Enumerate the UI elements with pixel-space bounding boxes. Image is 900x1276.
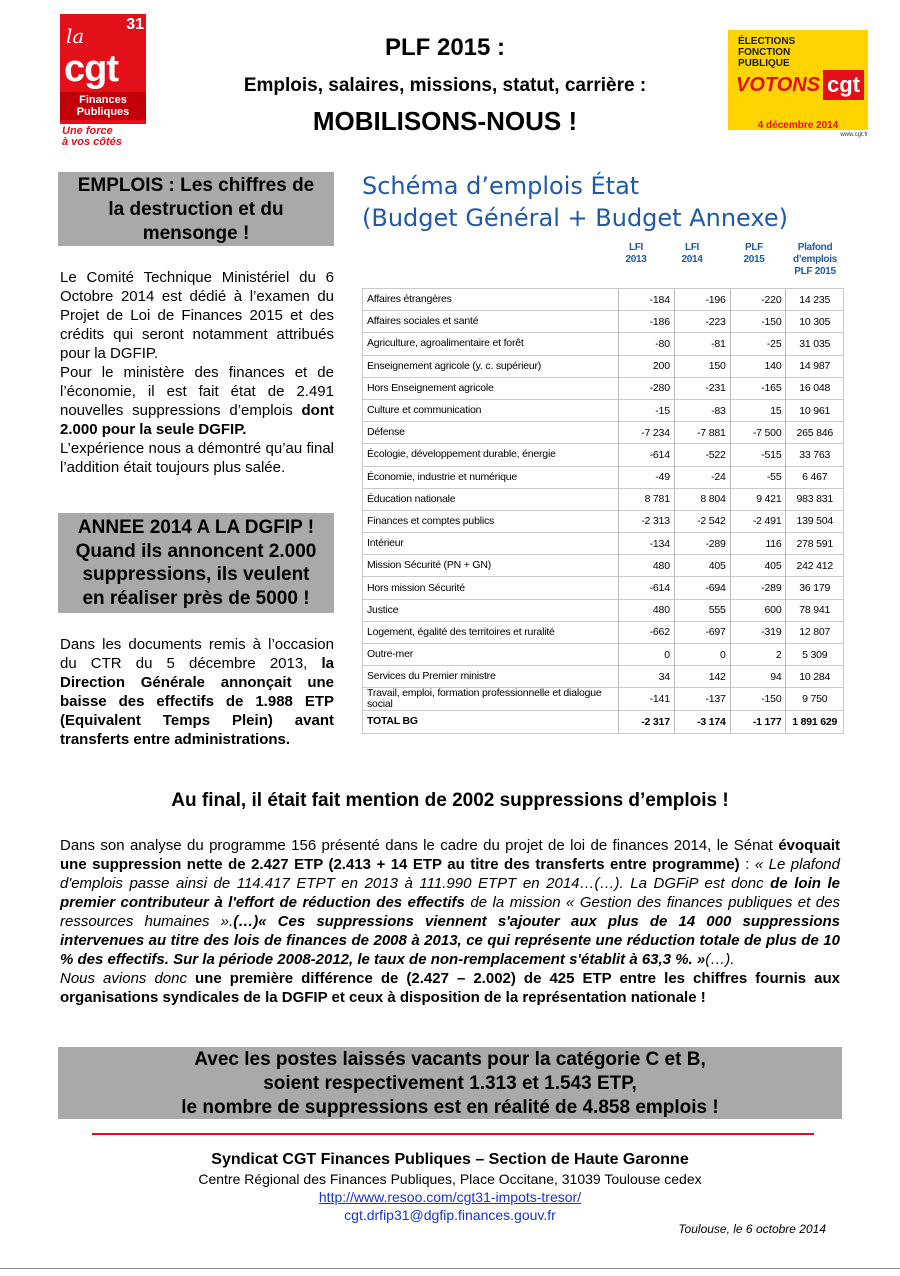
row-label: Services du Premier ministre [363, 666, 619, 688]
senat-s9: Nous avions donc [60, 970, 196, 987]
logo-line1: Finances [79, 94, 127, 106]
row-value: 12 807 [786, 621, 844, 643]
logo-line2: Publiques [76, 106, 130, 118]
table-header [608, 242, 844, 290]
senat-s5: de loin le premier contributeur à l'effort de réduction des effectifs [60, 875, 840, 911]
table-row [363, 333, 844, 355]
elections-url: www.cgt.fr [840, 132, 868, 138]
row-label: Hors Enseignement agricole [363, 377, 619, 399]
row-value: -15 [619, 399, 675, 421]
dateline: Toulouse, le 6 octobre 2014 [678, 1222, 826, 1236]
row-value: 142 [674, 666, 730, 688]
table-row [363, 422, 844, 444]
ctr-paragraph [60, 635, 334, 749]
row-value: 265 846 [786, 422, 844, 444]
page-title: PLF 2015 : [384, 34, 506, 61]
box1-line3: mensonge ! [142, 223, 250, 244]
row-value: 36 179 [786, 577, 844, 599]
elections-line3: PUBLIQUE [738, 58, 790, 69]
elections-logo [728, 30, 870, 140]
logo-finances-publiques [60, 92, 146, 120]
senat-s6: de la mission « Gestion des finances publiques et des ressources humaines ». [60, 894, 840, 930]
logo-slogan1: Une force [62, 125, 113, 137]
col-header-lfi-2013: LFI 2013 [625, 242, 647, 265]
row-value: -231 [674, 377, 730, 399]
conclusion-box [58, 1047, 842, 1119]
row-value: -289 [674, 533, 730, 555]
row-label: Hors mission Sécurité [363, 577, 619, 599]
row-value: 16 048 [786, 377, 844, 399]
row-value: 140 [730, 355, 786, 377]
senat-s4: « Le plafond d'emplois passe ainsi de 114.417 ETPT en 2013 à 111.990 ETPT en 2014…(…). La DGFiP est donc [60, 856, 840, 892]
row-value: -2 313 [619, 510, 675, 532]
table-row [363, 466, 844, 488]
footer-address: Centre Régional des Finances Publiques, Place Occitane, 31039 Toulouse cedex [198, 1171, 702, 1187]
row-label: Justice [363, 599, 619, 621]
table-row [363, 644, 844, 666]
table-row [363, 555, 844, 577]
row-value: 480 [619, 599, 675, 621]
table-row [363, 666, 844, 688]
table-row [363, 444, 844, 466]
row-value: -134 [619, 533, 675, 555]
table-row [363, 377, 844, 399]
row-value: -80 [619, 333, 675, 355]
row-value: 2 [730, 644, 786, 666]
row-label: Intérieur [363, 533, 619, 555]
row-value: 15 [730, 399, 786, 421]
figure-title-line2: (Budget Général + Budget Annexe) [362, 204, 788, 232]
row-value: -662 [619, 621, 675, 643]
row-value: 278 591 [786, 533, 844, 555]
ctr-text-a: Dans les documents remis à l’occasion du CTR du 5 décembre 2013, [60, 636, 334, 672]
row-value: 405 [730, 555, 786, 577]
row-value: -24 [674, 466, 730, 488]
row-value: -49 [619, 466, 675, 488]
row-label: Défense [363, 422, 619, 444]
row-value: 405 [674, 555, 730, 577]
col-header-plf-2015: PLF 2015 [743, 242, 765, 265]
box1-line2: la destruction et du [108, 199, 284, 220]
page-bottom-border [0, 1268, 900, 1269]
senat-s8: (…). [705, 951, 735, 968]
row-value: 0 [674, 644, 730, 666]
row-label: Agriculture, agroalimentaire et forêt [363, 333, 619, 355]
row-value: -3 174 [674, 711, 730, 733]
row-value: -2 491 [730, 510, 786, 532]
row-value: -2 317 [619, 711, 675, 733]
logo-slogan [62, 126, 152, 148]
cgt-finances-logo [60, 14, 150, 146]
emplois-table [362, 288, 844, 734]
row-value: 200 [619, 355, 675, 377]
row-value: 9 750 [786, 688, 844, 711]
row-value: 139 504 [786, 510, 844, 532]
table-row [363, 510, 844, 532]
senat-s2: évoquait une suppression nette de 2.427 ETP (2.413 + 14 ETP au titre des transferts entre programme) [60, 837, 840, 873]
logo-cgt: cgt [64, 48, 118, 90]
table-row [363, 577, 844, 599]
row-value: 14 235 [786, 289, 844, 311]
row-value: 14 987 [786, 355, 844, 377]
row-label: Outre-mer [363, 644, 619, 666]
row-value: 116 [730, 533, 786, 555]
table-row [363, 488, 844, 510]
senat-s1: Dans son analyse du programme 156 présenté dans le cadre du projet de loi de finances 2014, le Sénat [60, 837, 779, 854]
elections-votons: VOTONS [736, 74, 821, 96]
row-value: 600 [730, 599, 786, 621]
row-value: -7 234 [619, 422, 675, 444]
table-row [363, 533, 844, 555]
row-value: 150 [674, 355, 730, 377]
row-label: Logement, égalité des territoires et ruralité [363, 621, 619, 643]
row-value: 10 284 [786, 666, 844, 688]
table-row [363, 355, 844, 377]
row-value: 9 421 [730, 488, 786, 510]
box2-line3: suppressions, ils veulent [82, 564, 310, 585]
row-value: 983 831 [786, 488, 844, 510]
elections-title [738, 36, 795, 69]
row-value: -81 [674, 333, 730, 355]
senat-s10: une première différence de (2.427 – 2.002) de 425 ETP entre les chiffres fournis aux organisations syndicales de la DGFIP et ceux à disposition de la représentation nationale ! [60, 970, 840, 1006]
row-label: Affaires étrangères [363, 289, 619, 311]
row-value: -83 [674, 399, 730, 421]
row-value: -2 542 [674, 510, 730, 532]
ctr-text-bold: la Direction Générale annonçait une baisse des effectifs de 1.988 ETP (Equivalent Temps Plein) avant transferts entre administrations. [60, 655, 334, 748]
row-value: 78 941 [786, 599, 844, 621]
row-value: -515 [730, 444, 786, 466]
row-label: TOTAL BG [363, 711, 619, 733]
row-value: -186 [619, 311, 675, 333]
row-value: -184 [619, 289, 675, 311]
box1-line1: EMPLOIS : Les chiffres de [77, 175, 315, 196]
box3-line2: soient respectivement 1.313 et 1.543 ETP, [263, 1073, 637, 1094]
col-header-lfi-2014: LFI 2014 [681, 242, 703, 265]
elections-line2: FONCTION [738, 47, 791, 58]
row-value: -25 [730, 333, 786, 355]
box2-line4: en réaliser près de 5000 ! [82, 587, 310, 609]
row-value: -7 881 [674, 422, 730, 444]
row-value: -165 [730, 377, 786, 399]
senat-s3: : [739, 856, 755, 873]
row-value: -614 [619, 444, 675, 466]
row-value: -289 [730, 577, 786, 599]
footer [60, 1150, 840, 1224]
footer-url-link[interactable]: http://www.resoo.com/cgt31-impots-tresor/ [318, 1189, 582, 1205]
table-row [363, 711, 844, 733]
elections-cgt: cgt [823, 70, 864, 100]
elections-line1: ÉLECTIONS [738, 36, 796, 47]
box3-line1: Avec les postes laissés vacants pour la catégorie C et B, [194, 1049, 706, 1070]
row-label: Économie, industrie et numérique [363, 466, 619, 488]
footer-org: Syndicat CGT Finances Publiques – Section de Haute Garonne [211, 1151, 689, 1168]
row-value: 31 035 [786, 333, 844, 355]
row-label: Finances et comptes publics [363, 510, 619, 532]
row-value: -150 [730, 311, 786, 333]
page-subtitle: Emplois, salaires, missions, statut, carrière : [243, 75, 647, 96]
intro-text-b: Pour le ministère des finances et de l’économie, il est fait état de 2.491 nouvelles suppressions d’emplois [60, 364, 334, 419]
emplois-heading-box [58, 172, 334, 246]
elections-date: 4 décembre 2014 [757, 120, 839, 131]
row-value: -522 [674, 444, 730, 466]
row-label: Écologie, développement durable, énergie [363, 444, 619, 466]
row-label: Affaires sociales et santé [363, 311, 619, 333]
logo-la: la [66, 24, 85, 48]
intro-paragraph [60, 268, 334, 477]
page-call: MOBILISONS-NOUS ! [312, 106, 578, 136]
row-value: -7 500 [730, 422, 786, 444]
row-value: 555 [674, 599, 730, 621]
row-value: 5 309 [786, 644, 844, 666]
row-value: -55 [730, 466, 786, 488]
figure-title [362, 170, 788, 234]
row-value: 10 305 [786, 311, 844, 333]
box2-line2: Quand ils annoncent 2.000 [75, 540, 317, 562]
row-value: -220 [730, 289, 786, 311]
table-row [363, 688, 844, 711]
row-value: 94 [730, 666, 786, 688]
row-value: 34 [619, 666, 675, 688]
row-value: 8 804 [674, 488, 730, 510]
logo-number: 31 [126, 16, 144, 33]
row-label: Mission Sécurité (PN + GN) [363, 555, 619, 577]
red-divider [92, 1133, 814, 1135]
table-row [363, 621, 844, 643]
row-value: -223 [674, 311, 730, 333]
row-value: 10 961 [786, 399, 844, 421]
intro-text-a: Le Comité Technique Ministériel du 6 Octobre 2014 est dédié à l’examen du Projet de Loi de Finances 2015 et des crédits qui seront notamment attribués pour la DGFIP. [60, 269, 334, 362]
table-row [363, 599, 844, 621]
final-statement: Au final, il était fait mention de 2002 suppressions d’emplois ! [171, 790, 729, 811]
intro-text-bold: dont 2.000 pour la seule DGFIP. [60, 402, 334, 438]
row-label: Culture et communication [363, 399, 619, 421]
row-value: 6 467 [786, 466, 844, 488]
footer-email[interactable]: cgt.drfip31@dgfip.finances.gouv.fr [344, 1207, 556, 1223]
senat-s7: (…)« Ces suppressions viennent s'ajouter aux plus de 14 000 suppressions intervenues au titre des lois de finances de 2008 à 2013, ce qui représente une réduction totale de plus de 10 % des effectifs. Sur la période 2008-2012, le taux de non-remplacement s'établit à 63,3 %. » [60, 913, 841, 968]
figure-title-line1: Schéma d’emplois État [362, 172, 640, 200]
row-label: Travail, emploi, formation professionnelle et dialogue social [363, 688, 619, 711]
row-value: 8 781 [619, 488, 675, 510]
table-row [363, 399, 844, 421]
row-label: Éducation nationale [363, 488, 619, 510]
row-value: -280 [619, 377, 675, 399]
row-value: 0 [619, 644, 675, 666]
row-value: 33 763 [786, 444, 844, 466]
row-value: 1 891 629 [786, 711, 844, 733]
row-value: -614 [619, 577, 675, 599]
box3-line3: le nombre de suppressions est en réalité de 4.858 emplois ! [181, 1097, 719, 1118]
box2-line1: ANNEE 2014 A LA DGFIP ! [77, 517, 315, 538]
intro-text-c: L’expérience nous a démontré qu’au final l’addition était toujours plus salée. [60, 440, 334, 476]
col-header-plafond: Plafond d’emplois PLF 2015 [793, 242, 837, 277]
row-value: -141 [619, 688, 675, 711]
logo-slogan2: à vos côtés [62, 136, 122, 148]
table-row [363, 311, 844, 333]
table-row [363, 289, 844, 311]
row-value: -137 [674, 688, 730, 711]
row-value: -150 [730, 688, 786, 711]
row-value: 242 412 [786, 555, 844, 577]
annee-2014-heading-box [58, 513, 334, 613]
row-value: -196 [674, 289, 730, 311]
row-value: 480 [619, 555, 675, 577]
row-value: -319 [730, 621, 786, 643]
row-value: -1 177 [730, 711, 786, 733]
row-value: -694 [674, 577, 730, 599]
row-label: Enseignement agricole (y. c. supérieur) [363, 355, 619, 377]
senat-paragraph [60, 836, 840, 1007]
row-value: -697 [674, 621, 730, 643]
